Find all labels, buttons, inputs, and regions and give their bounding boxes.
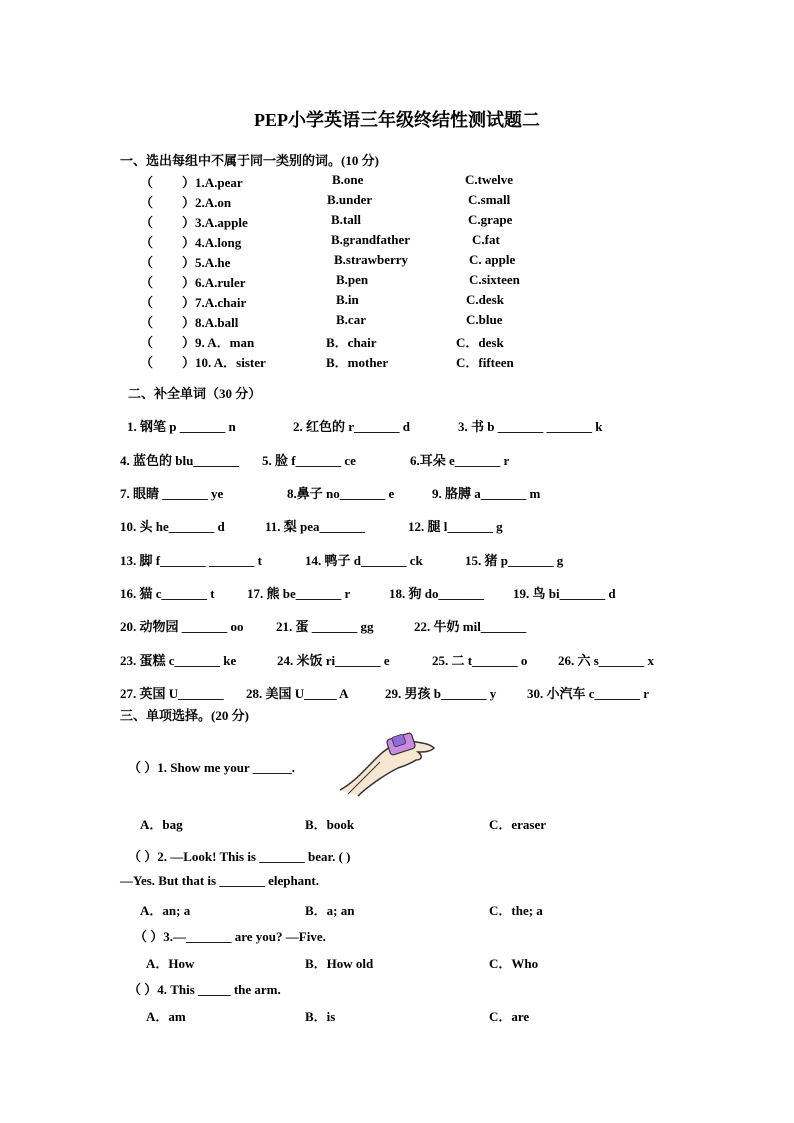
word-blank-item: 11. 梨 pea_______ (265, 519, 366, 534)
q8-option-a: ）8.A.ball (182, 315, 239, 330)
q6-paren: （ (140, 275, 154, 290)
q1-option-c: C.twelve (465, 172, 514, 187)
q2-option-a: ）2.A.on (182, 195, 232, 210)
q3-option-c: C.grape (468, 212, 513, 227)
word-blank-item: 27. 英国 U_______ (120, 686, 224, 701)
q4-option-c: C．are (489, 1009, 530, 1024)
q9-option-b: B．chair (326, 335, 377, 350)
word-blank-item: 25. 二 t_______ o (432, 653, 528, 668)
word-blank-item: 2. 红色的 r_______ d (293, 419, 411, 434)
word-blank-item: 8.鼻子 no_______ e (287, 486, 395, 501)
q4-option-a: A．am (146, 1009, 186, 1024)
q9-option-c: C．desk (456, 335, 504, 350)
q3-stem: （ ）3.—_______ are you? —Five. (134, 929, 326, 944)
q3-option-b: B．How old (305, 956, 374, 971)
word-blank-item: 7. 眼睛 _______ ye (120, 486, 224, 501)
word-blank-item: 26. 六 s_______ x (558, 653, 655, 668)
word-blank-item: 4. 蓝色的 blu_______ (120, 453, 239, 468)
part3-heading: 三、单项选择。(20 分) (120, 708, 249, 723)
word-blank-item: 5. 脸 f_______ ce (262, 453, 356, 468)
q2-paren: （ (140, 195, 154, 210)
q6-option-b: B.pen (336, 272, 369, 287)
q3-option-a: A．How (146, 956, 195, 971)
q3-option-a: ）3.A.apple (182, 215, 248, 230)
q1-stem: （ ）1. Show me your ______. (128, 760, 295, 775)
word-blank-item: 15. 猪 p_______ g (465, 553, 564, 568)
q7-option-c: C.desk (466, 292, 504, 307)
q2-stem-line2: —Yes. But that is _______ elephant. (120, 873, 319, 888)
word-blank-item: 17. 熊 be_______ r (247, 586, 351, 601)
q4-option-c: C.fat (472, 232, 500, 247)
q8-paren: （ (140, 315, 154, 330)
word-blank-item: 13. 脚 f_______ _______ t (120, 553, 262, 568)
q4-option-a: ）4.A.long (182, 235, 242, 250)
q2-option-b: B．a; an (305, 903, 355, 918)
part2-heading: 二、补全单词（30 分） (128, 386, 262, 401)
word-blank-item: 30. 小汽车 c_______ r (527, 686, 650, 701)
q10-paren: （ (140, 355, 154, 370)
word-blank-item: 16. 猫 c_______ t (120, 586, 215, 601)
q8-option-b: B.car (336, 312, 366, 327)
word-blank-item: 20. 动物园 _______ oo (120, 619, 244, 634)
word-blank-item: 3. 书 b _______ _______ k (458, 419, 603, 434)
word-blank-item: 29. 男孩 b_______ y (385, 686, 497, 701)
page-title: PEP小学英语三年级终结性测试题二 (254, 110, 540, 130)
q5-option-b: B.strawberry (334, 252, 409, 267)
q1-option-b: B．book (305, 817, 355, 832)
q5-option-a: ）5.A.he (182, 255, 231, 270)
word-blank-item: 9. 胳膊 a_______ m (432, 486, 541, 501)
q2-stem: （ ）2. —Look! This is _______ bear. ( ) (128, 849, 351, 864)
q4-stem: （ ）4. This _____ the arm. (128, 982, 281, 997)
q2-option-c: C.small (468, 192, 511, 207)
q6-option-a: ）6.A.ruler (182, 275, 246, 290)
q4-option-b: B.grandfather (331, 232, 411, 247)
q9-option-a: ）9. A．man (182, 335, 255, 350)
q1-option-a: A．bag (140, 817, 183, 832)
q2-option-a: A．an; a (140, 903, 191, 918)
q5-option-c: C. apple (469, 252, 516, 267)
q5-paren: （ (140, 255, 154, 270)
q4-paren: （ (140, 235, 154, 250)
q6-option-c: C.sixteen (469, 272, 520, 287)
word-blank-item: 23. 蛋糕 c_______ ke (120, 653, 237, 668)
q7-paren: （ (140, 295, 154, 310)
q3-option-b: B.tall (331, 212, 361, 227)
q10-option-b: B．mother (326, 355, 389, 370)
q8-option-c: C.blue (466, 312, 503, 327)
word-blank-item: 12. 腿 l_______ g (408, 519, 503, 534)
q2-option-b: B.under (327, 192, 373, 207)
q2-option-c: C．the; a (489, 903, 543, 918)
q9-paren: （ (140, 335, 154, 350)
word-blank-item: 28. 美国 U_____ A (246, 686, 349, 701)
word-blank-item: 6.耳朵 e_______ r (410, 453, 510, 468)
word-blank-item: 18. 狗 do_______ (389, 586, 484, 601)
q7-option-a: ）7.A.chair (182, 295, 247, 310)
word-blank-item: 1. 钢笔 p _______ n (127, 419, 236, 434)
q7-option-b: B.in (336, 292, 359, 307)
q3-paren: （ (140, 215, 154, 230)
word-blank-item: 22. 牛奶 mil_______ (414, 619, 527, 634)
q1-option-b: B.one (332, 172, 364, 187)
word-blank-item: 19. 鸟 bi_______ d (513, 586, 616, 601)
part1-heading: 一、选出每组中不属于同一类别的词。(10 分) (120, 153, 379, 168)
q1-option-c: C．eraser (489, 817, 547, 832)
q4-option-b: B．is (305, 1009, 336, 1024)
hand-holding-eraser-icon (338, 730, 438, 798)
q10-option-c: C．fifteen (456, 355, 514, 370)
word-blank-item: 10. 头 he_______ d (120, 519, 225, 534)
word-blank-item: 21. 蛋 _______ gg (276, 619, 374, 634)
q10-option-a: ）10. A．sister (182, 355, 266, 370)
q1-option-a: ）1.A.pear (182, 175, 243, 190)
q3-option-c: C．Who (489, 956, 539, 971)
word-blank-item: 24. 米饭 ri_______ e (277, 653, 390, 668)
q1-paren: （ (140, 175, 154, 190)
word-blank-item: 14. 鸭子 d_______ ck (305, 553, 423, 568)
